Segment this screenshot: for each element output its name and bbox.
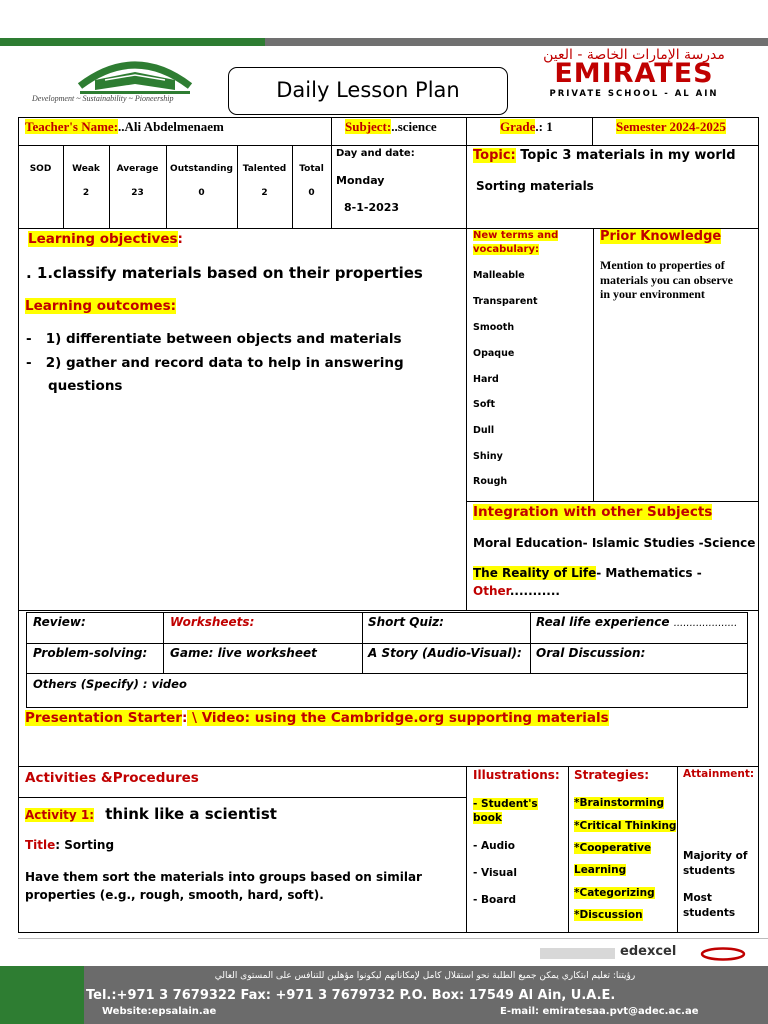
outcome-item: - 1) differentiate between objects and materials [26,331,402,347]
integration-reality: The Reality of Life- Mathematics - [473,566,702,580]
date-value: 8-1-2023 [344,201,400,214]
activity-title: Title: Sorting [25,838,115,852]
attainment-item: Majority of students [683,850,748,877]
activities-label: Activities &Procedures [25,770,199,786]
method-problem-solving: Problem-solving: [33,646,148,660]
page-title: Daily Lesson Plan [276,78,460,102]
stat-outstanding-value: 0 [198,188,205,198]
method-oral: Oral Discussion: [536,646,646,660]
footer-website: Website:epsalain.ae [102,1006,217,1017]
strategy-item: *Cooperative [574,842,652,854]
stat-weak-label: Weak [72,164,100,174]
stat-total-value: 0 [308,188,315,198]
semester: Semester 2024-2025 [616,119,726,134]
school-name-arabic: مدرسة الإمارات الخاصة - العين [543,47,725,63]
strategy-item: *Critical Thinking [574,820,677,832]
footer-vision-arabic: رؤيتنا: تعليم ابتكاري يمكن جميع الطلبة نحو استقلال كامل لإمكاناتهم ليكونوا مؤهلين للتنافس على المستوى العالي [214,971,636,981]
strategy-item: *Categorizing [574,887,655,899]
learning-objectives-label: Learning objectives: [28,231,183,247]
integration-subjects: Moral Education- Islamic Studies -Science [473,536,756,550]
partner-logo [700,946,746,960]
activity-1: Activity 1: think like a scientist [25,805,277,823]
stat-average-label: Average [116,164,159,174]
footer-divider [18,938,768,939]
footer-contact: Tel.:+971 3 7679322 Fax: +971 3 7679732 P.O. Box: 17549 Al Ain, U.A.E. [86,988,616,1003]
outcome-item: - 2) gather and record data to help in answering [26,355,404,371]
vocab-term: Rough [473,476,508,487]
vocab-term: Dull [473,425,495,436]
top-bar-grey [265,38,768,46]
strategy-item: *Discussion [574,909,643,921]
school-tagline: Development ~ Sustainability ~ Pioneership [32,94,174,103]
activity-description: Have them sort the materials into groups based on similar properties (e.g., rough, smooth, hard, soft). [25,870,422,902]
vocab-term: Smooth [473,322,515,333]
edexcel-logo: edexcel [620,944,677,959]
grade: Grade.: 1 [500,119,553,134]
integration-label: Integration with other Subjects [473,504,713,520]
attainment-item: Most students [683,892,736,919]
school-logo [60,50,210,96]
prior-knowledge-text: Mention to properties of materials you can observe in your environment [600,258,733,301]
vocab-label: New terms and vocabulary: [473,230,559,255]
school-name: EMIRATES [554,58,714,89]
method-review: Review: [33,615,86,629]
method-story: A Story (Audio-Visual): [368,646,522,660]
stat-total-label: Total [299,164,324,174]
strategy-item: *Brainstorming [574,797,665,809]
sod-label: SOD [29,164,52,174]
day-value: Monday [336,174,385,187]
vocab-term: Hard [473,374,499,385]
stat-talented-label: Talented [242,164,287,174]
footer-green-band [0,966,84,1024]
method-game: Game: live worksheet [170,646,317,660]
teacher-name: Teacher's Name:..Ali Abdelmenaem [25,119,224,134]
footer-email: E-mail: emiratesaa.pvt@adec.ac.ae [500,1006,699,1017]
presentation-starter: Presentation Starter: \ Video: using the Cambridge.org supporting materials [25,710,609,726]
method-short-quiz: Short Quiz: [368,615,444,629]
illustration-book: - Student's book [473,798,538,824]
integration-other: Other........... [473,584,560,598]
method-worksheets: Worksheets: [170,615,255,629]
vocab-term: Malleable [473,270,525,281]
stat-talented-value: 2 [261,188,268,198]
illustration-item: - Board [473,894,517,906]
top-bar-green [0,38,265,46]
illustration-item: - Visual [473,867,517,879]
strategies-label: Strategies: [574,768,650,782]
learning-objective-item: . 1.classify materials based on their properties [26,264,423,282]
attainment-label: Attainment: [683,768,755,780]
topic: Topic: Topic 3 materials in my world [473,148,736,163]
illustrations-label: Illustrations: [473,768,560,782]
method-real-life: Real life experience .................... [536,615,738,629]
stat-average-value: 23 [131,188,144,198]
outcome-item-cont: questions [48,378,123,394]
learning-outcomes-label: Learning outcomes: [25,298,177,314]
illustration-item: - Audio [473,840,515,852]
vocab-term: Transparent [473,296,538,307]
vocab-term: Shiny [473,451,503,462]
day-date-label: Day and date: [336,148,415,159]
strategy-item: Learning [574,864,627,876]
vocab-term: Soft [473,399,496,410]
cambridge-logo [540,948,615,959]
method-others: Others (Specify) : video [33,677,187,691]
vocab-term: Opaque [473,348,515,359]
subject: Subject:..science [345,119,437,134]
stat-outstanding-label: Outstanding [170,164,233,174]
topic-sub: Sorting materials [476,179,594,193]
school-subtitle: PRIVATE SCHOOL - AL AIN [549,89,719,99]
stat-weak-value: 2 [82,188,90,198]
prior-knowledge-label: Prior Knowledge [600,229,722,244]
